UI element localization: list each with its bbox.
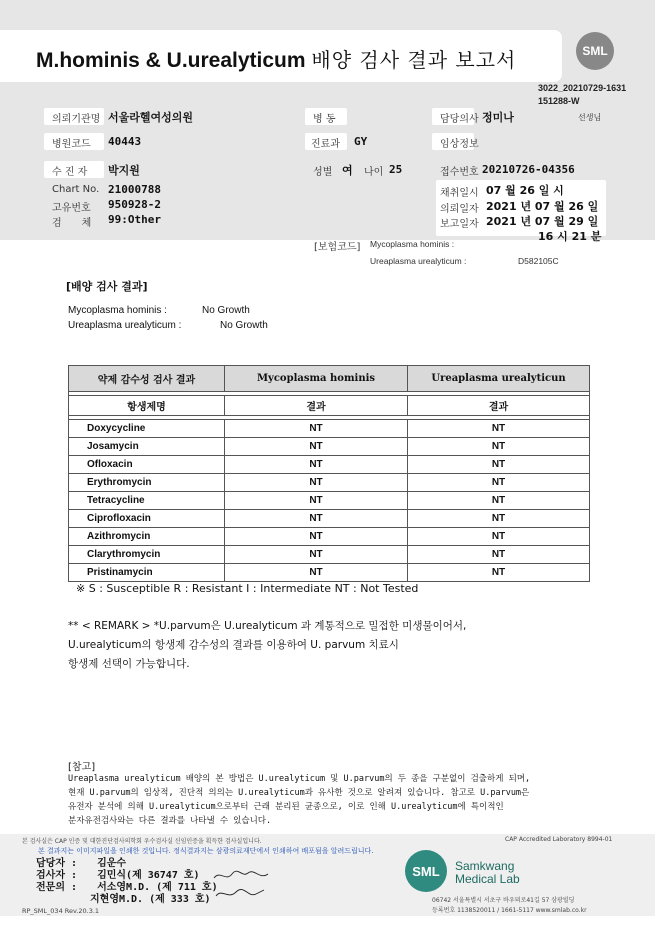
chart-label: Chart No. (52, 184, 100, 195)
ward-label: 병 동 (313, 114, 336, 125)
note-line: 현재 U.parvum의 임상적, 진단적 의의는 U.urealyticum과 유사한 것으로 알려져 있습니다. 참고로 U.parvum은 (68, 788, 530, 798)
receipt-label: 접수번호 (440, 167, 479, 178)
staff-name: 김운수 (97, 858, 127, 869)
form-number: RP_SML_034 Rev.20.3.1 (22, 907, 100, 915)
report-time: 16 시 21 분 (538, 230, 602, 243)
collect-label: 채취일시 (440, 188, 479, 199)
title-korean: 배양 검사 결과 보고서 (311, 48, 517, 72)
note-title: [참고] (68, 762, 96, 773)
patient-value: 박지원 (108, 164, 140, 177)
myco-result: NT (225, 438, 408, 456)
report-label: 보고일자 (440, 219, 479, 230)
urea-result: NT (408, 492, 590, 510)
staff-name: 서소영M.D. (제 711 호) (97, 882, 218, 893)
doc-number-suffix: 151288-W (538, 96, 580, 106)
requester-label: 의뢰기관명 (52, 114, 101, 125)
remark-line: 항생제 선택이 가능합니다. (68, 658, 190, 670)
note-line: Ureaplasma urealyticum 배양의 본 방법은 U.urealyticum 및 U.parvum의 두 종을 구분없이 검출하게 되며, (68, 774, 531, 784)
urea-result: NT (408, 510, 590, 528)
staff-role: 전문의 : (36, 882, 78, 893)
footer-notice: 본 결과지는 이미지파일을 인쇄한 것입니다. 정식결과지는 삼광의료재단에서 인쇄하여 배포됨을 알려드립니다. (38, 847, 374, 855)
signatures (212, 868, 272, 902)
table-row (69, 492, 590, 510)
sml-footer-logo: SML (405, 850, 447, 892)
request-label: 의뢰일자 (440, 204, 479, 215)
culture-row-urea (68, 320, 268, 331)
footer-address: 06742 서울특별시 서초구 바우뫼로41길 57 삼광빌딩 (432, 897, 575, 904)
culture-name: Mycoplasma hominis : (68, 305, 167, 316)
doc-number: 3022_20210729-1631 (538, 83, 627, 93)
insurance-label: [보험코드] (314, 242, 361, 253)
drug-name: Doxycycline (69, 420, 225, 438)
footer-phone: 등록번호 1138520011 / 1661-5117 www.smlab.co.kr (432, 907, 587, 914)
chart-value: 21000788 (108, 183, 161, 196)
footer-accreditation: 본 검사실은 CAP 인증 및 대한진단검사의학회 우수검사실 신임인증을 획득한 검사실입니다. (22, 838, 262, 845)
report-title (36, 44, 516, 73)
table-header-row (69, 366, 590, 392)
table-row (69, 456, 590, 474)
myco-result: NT (225, 564, 408, 582)
culture-result: No Growth (202, 305, 250, 316)
legend-text: ※ S : Susceptible R : Resistant I : Intermediate NT : Not Tested (76, 582, 419, 595)
requester-value: 서울라헬여성의원 (108, 111, 194, 124)
staff-name: 김민식(제 36747 호) (97, 870, 200, 881)
drug-name: Tetracycline (69, 492, 225, 510)
drug-name: Pristinamycin (69, 564, 225, 582)
urea-result: NT (408, 420, 590, 438)
table-row (69, 420, 590, 438)
urea-result: NT (408, 456, 590, 474)
susceptibility-table (68, 365, 590, 582)
urea-result: NT (408, 546, 590, 564)
hospital-code-label: 병원코드 (52, 139, 91, 150)
remark-line: ** < REMARK > *U.parvum은 U.urealyticum 과 계통적으로 밀접한 미생물이어서, (68, 620, 467, 632)
clinical-label: 임상정보 (440, 139, 479, 150)
drug-name: Erythromycin (69, 474, 225, 492)
patient-label: 수 진 자 (52, 167, 88, 178)
receipt-value: 20210726-04356 (482, 163, 575, 176)
urea-result: NT (408, 528, 590, 546)
insurance-urea-code: D582105C (518, 256, 559, 266)
urea-result: NT (408, 564, 590, 582)
doctor-value: 정미나 (482, 111, 514, 124)
myco-result: NT (225, 510, 408, 528)
myco-result: NT (225, 456, 408, 474)
myco-result: NT (225, 420, 408, 438)
table-header: Ureaplasma urealyticun (408, 366, 590, 392)
sml-logo: SML (576, 32, 614, 70)
drug-name: Ofloxacin (69, 456, 225, 474)
note-line: 유전자 분석에 의해 U.urealyticum으로부터 근래 분리된 균종으로, 이로 인해 U.urealyticum에 특이적인 (68, 802, 504, 812)
insurance-myco: Mycoplasma hominis : (370, 239, 455, 249)
table-subheader: 항생제명 (69, 396, 225, 416)
table-row (69, 474, 590, 492)
urea-result: NT (408, 438, 590, 456)
age-label: 나이 (364, 167, 384, 178)
drug-name: Josamycin (69, 438, 225, 456)
unique-value: 950928-2 (108, 198, 161, 211)
brand-line: Samkwang (455, 859, 515, 873)
note-line: 분자유전검사와는 다른 결과를 나타낼 수 있습니다. (68, 816, 272, 826)
collect-value: 07 월 26 일 시 (486, 184, 564, 197)
drug-name: Ciprofloxacin (69, 510, 225, 528)
table-header: 약제 감수성 검사 결과 (69, 366, 225, 392)
staff-row (90, 890, 211, 905)
specimen-value: 99:Other (108, 213, 161, 226)
dept-value: GY (354, 135, 368, 148)
myco-result: NT (225, 528, 408, 546)
unique-label: 고유번호 (52, 203, 91, 214)
sex-label: 성별 (313, 167, 333, 178)
specimen-label: 검 체 (52, 218, 92, 229)
footer-cap: CAP Accredited Laboratory 8994-01 (505, 836, 613, 843)
culture-name: Ureaplasma urealyticum : (68, 320, 182, 331)
sex-value: 여 (342, 164, 353, 177)
table-subheader: 결과 (408, 396, 590, 416)
dept-label: 진료과 (311, 139, 340, 150)
age-value: 25 (389, 163, 403, 176)
myco-result: NT (225, 474, 408, 492)
staff-name: 지현영M.D. (제 333 호) (90, 894, 211, 905)
table-row (69, 564, 590, 582)
doctor-label: 담당의사 (440, 114, 479, 125)
table-subheader-row (69, 396, 590, 416)
culture-result: No Growth (220, 320, 268, 331)
doctor-suffix: 선생님 (578, 113, 602, 122)
table-row (69, 546, 590, 564)
culture-title: [배양 검사 결과] (66, 280, 148, 293)
report-value: 2021 년 07 월 29 일 (486, 215, 599, 228)
brand-name (455, 860, 520, 886)
table-subheader: 결과 (225, 396, 408, 416)
staff-role: 검사자 : (36, 870, 78, 881)
hospital-code-value: 40443 (108, 135, 142, 148)
culture-row-myco (68, 305, 250, 316)
insurance-urea: Ureaplasma urealyticum : (370, 256, 467, 266)
remark-line: U.urealyticum의 항생제 감수성의 결과를 이용하여 U. parvum 치료시 (68, 639, 399, 651)
urea-result: NT (408, 474, 590, 492)
table-row (69, 438, 590, 456)
staff-role: 담당자 : (36, 858, 78, 869)
request-value: 2021 년 07 월 26 일 (486, 200, 599, 213)
drug-name: Azithromycin (69, 528, 225, 546)
drug-name: Clarythromycin (69, 546, 225, 564)
table-row (69, 510, 590, 528)
myco-result: NT (225, 546, 408, 564)
brand-line: Medical Lab (455, 872, 520, 886)
myco-result: NT (225, 492, 408, 510)
table-header: Mycoplasma hominis (225, 366, 408, 392)
title-english: M.hominis & U.urealyticum (36, 49, 306, 72)
table-row (69, 528, 590, 546)
